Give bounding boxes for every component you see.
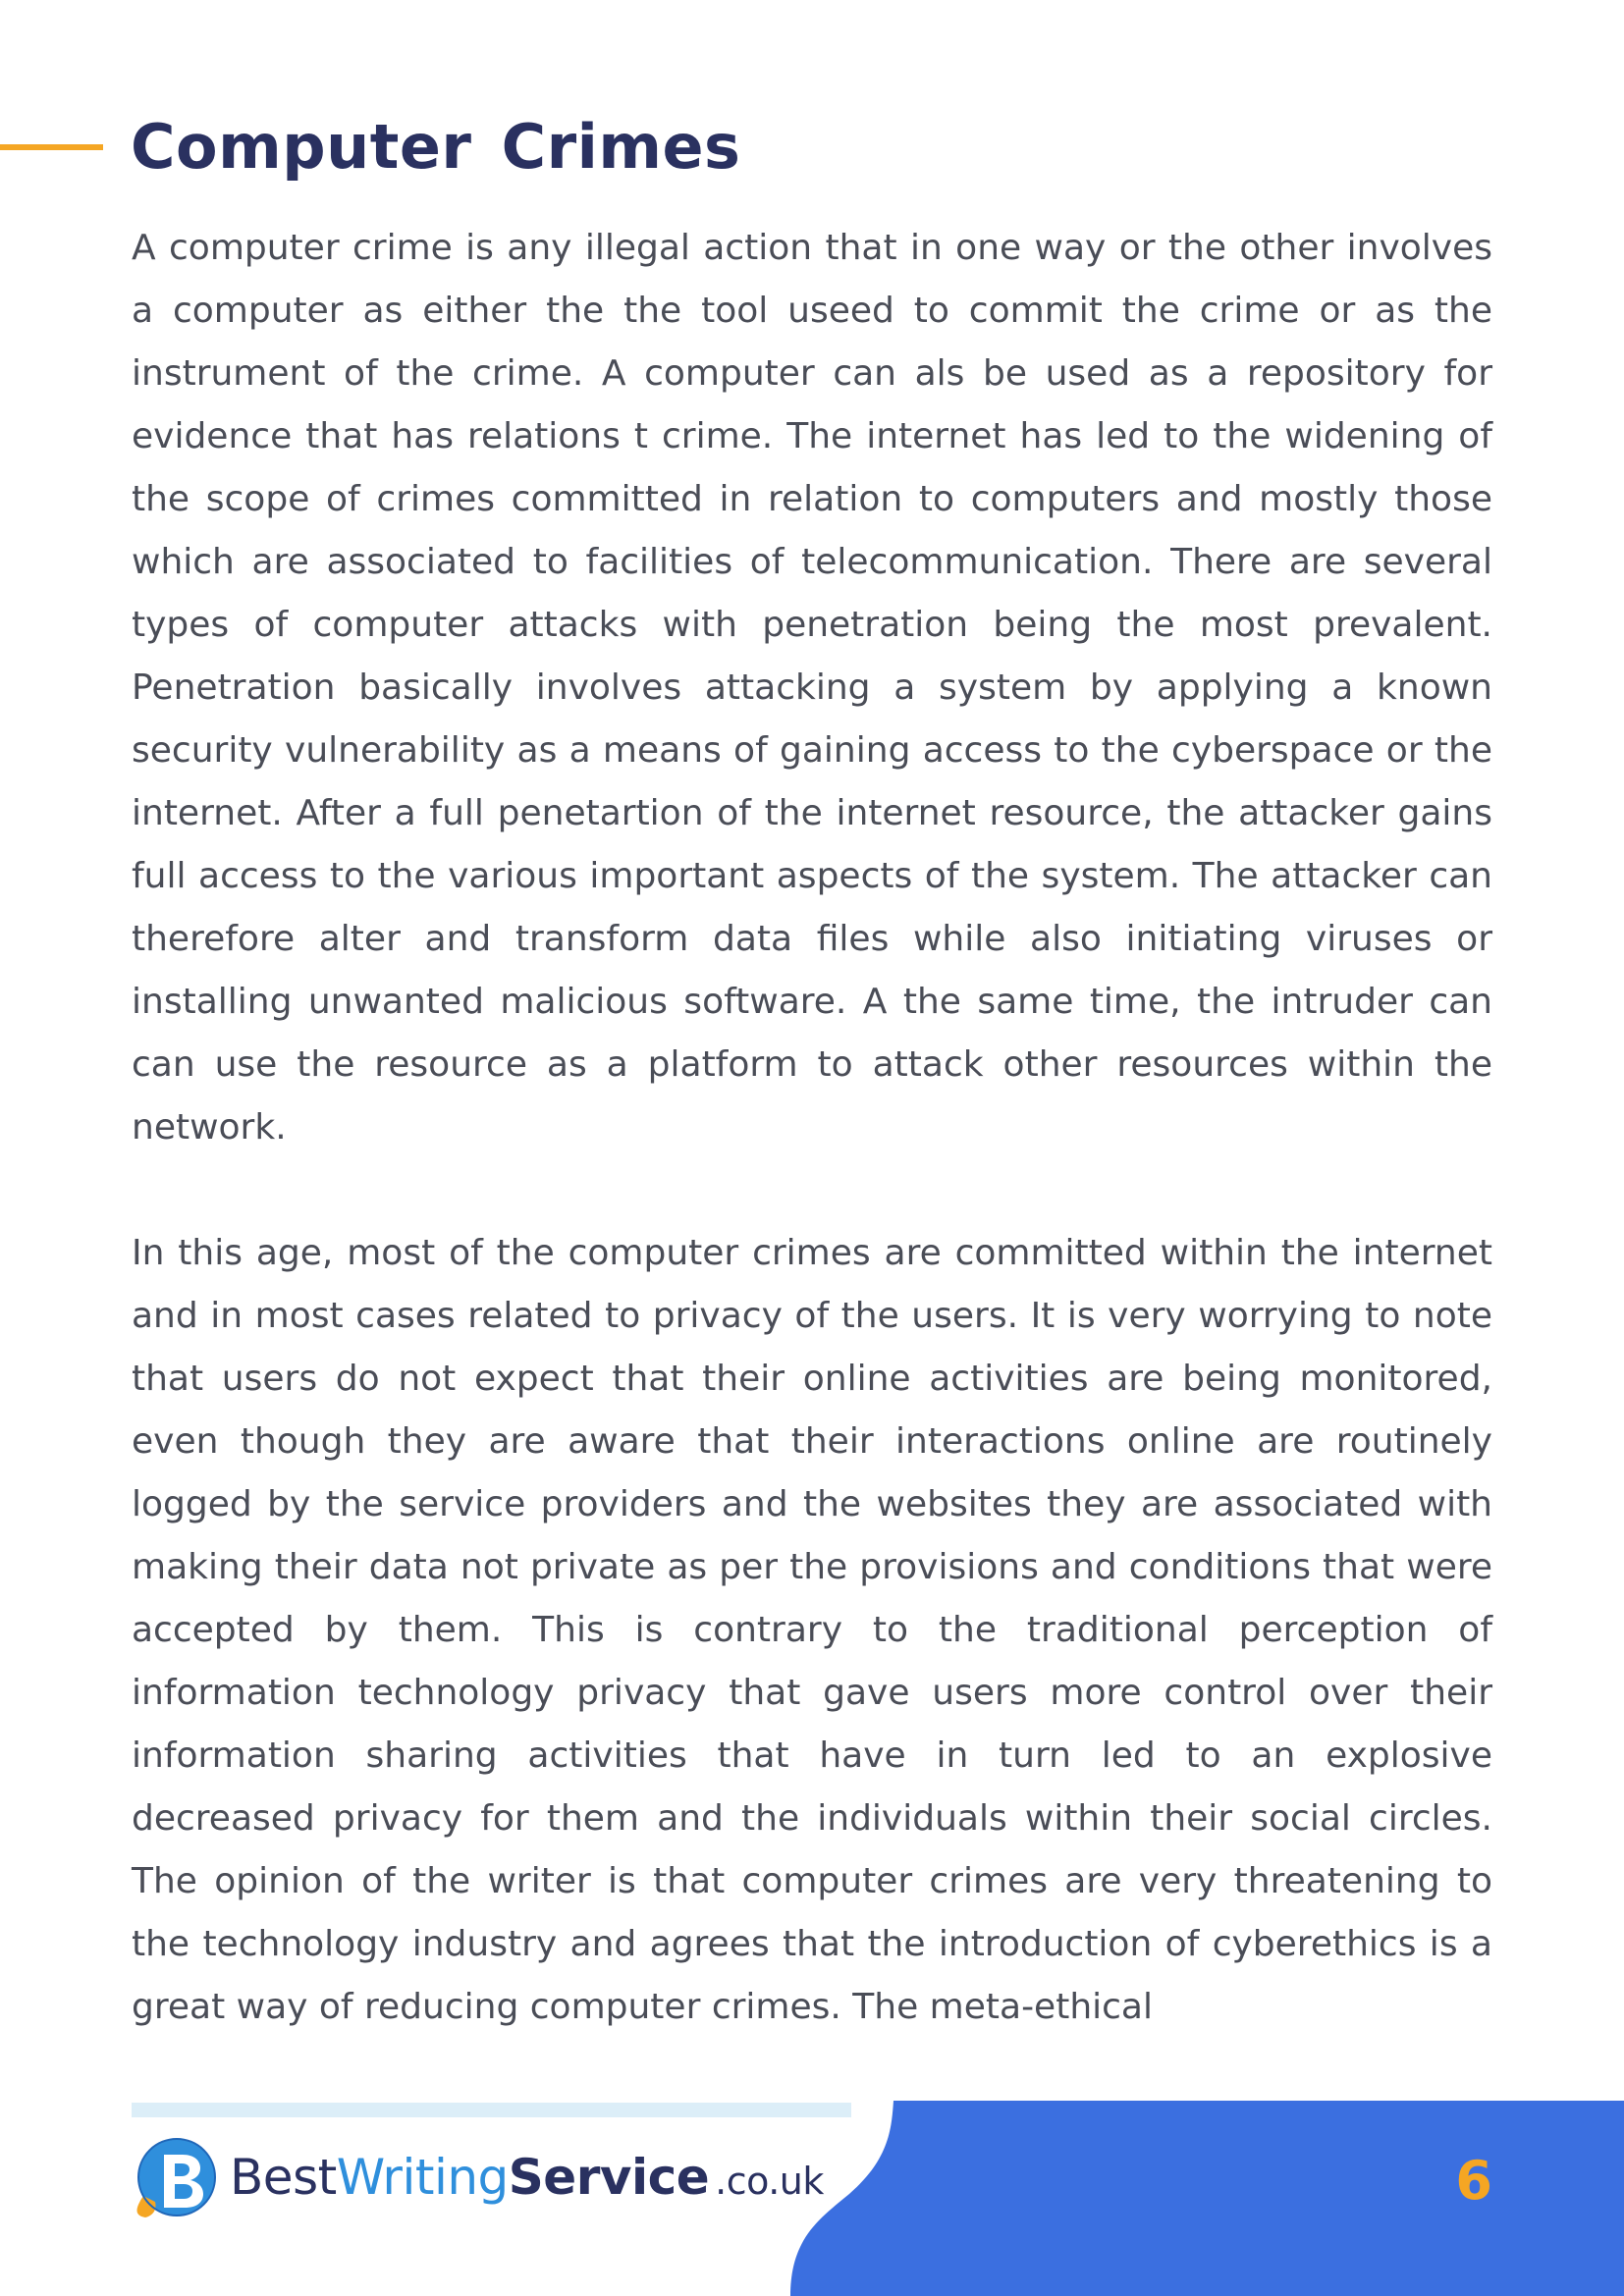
brand-writing: Writing <box>336 2149 509 2206</box>
brand-service: Service <box>508 2149 710 2206</box>
page-title: Computer Crimes <box>131 111 741 183</box>
brand-best: Best <box>230 2149 337 2206</box>
page-number: 6 <box>1455 2150 1492 2212</box>
footer-brand <box>132 2136 824 2222</box>
footer-light-bar <box>132 2103 851 2117</box>
title-accent-line <box>0 144 103 150</box>
b-letter-bubble-logo-icon <box>132 2137 222 2221</box>
body-paragraph-1: A computer crime is any illegal action that in one way or the other involves a computer as either the the tool useed to commit the crime or as the instrument of the crime. A computer can als be used as a repository for evidence that has relations t crime. The internet has led to the widening of the scope of crimes committed in relation to computers and mostly those which are associated to facilities of telecommunication. There are several types of computer attacks with penetration being the most prevalent. Penetration basically involves attacking a system by applying a known security vulnerability as a means of gaining access to the cyberspace or the internet. After a full penetartion of the internet resource, the attacker gains full access to the various important aspects of the system. The attacker can therefore alter and transform data files while also initiating viruses or installing unwanted malicious software. A the same time, the intruder can can use the resource as a platform to attack other resources within the network. <box>132 228 1492 1148</box>
footer-blue-wave <box>776 2101 1624 2296</box>
brand-tld: .co.uk <box>715 2160 824 2203</box>
brand-wordmark <box>230 2148 824 2211</box>
body-paragraph-2: In this age, most of the computer crimes are committed within the internet and in most cases related to privacy of the users. It is very worrying to note that users do not expect that their online activities are being monitored, even though they are aware that their interactions online are routinely logged by the service providers and the websites they are associated with making their data not private as per the provisions and conditions that were accepted by them. This is contrary to the traditional perception of information technology privacy that gave users more control over their information sharing activities that have in turn led to an explosive decreased privacy for them and the individuals within their social circles. The opinion of the writer is that computer crimes are very threatening to the technology industry and agrees that the introduction of cyberethics is a great way of reducing computer crimes. The meta-ethical <box>132 1233 1492 2027</box>
